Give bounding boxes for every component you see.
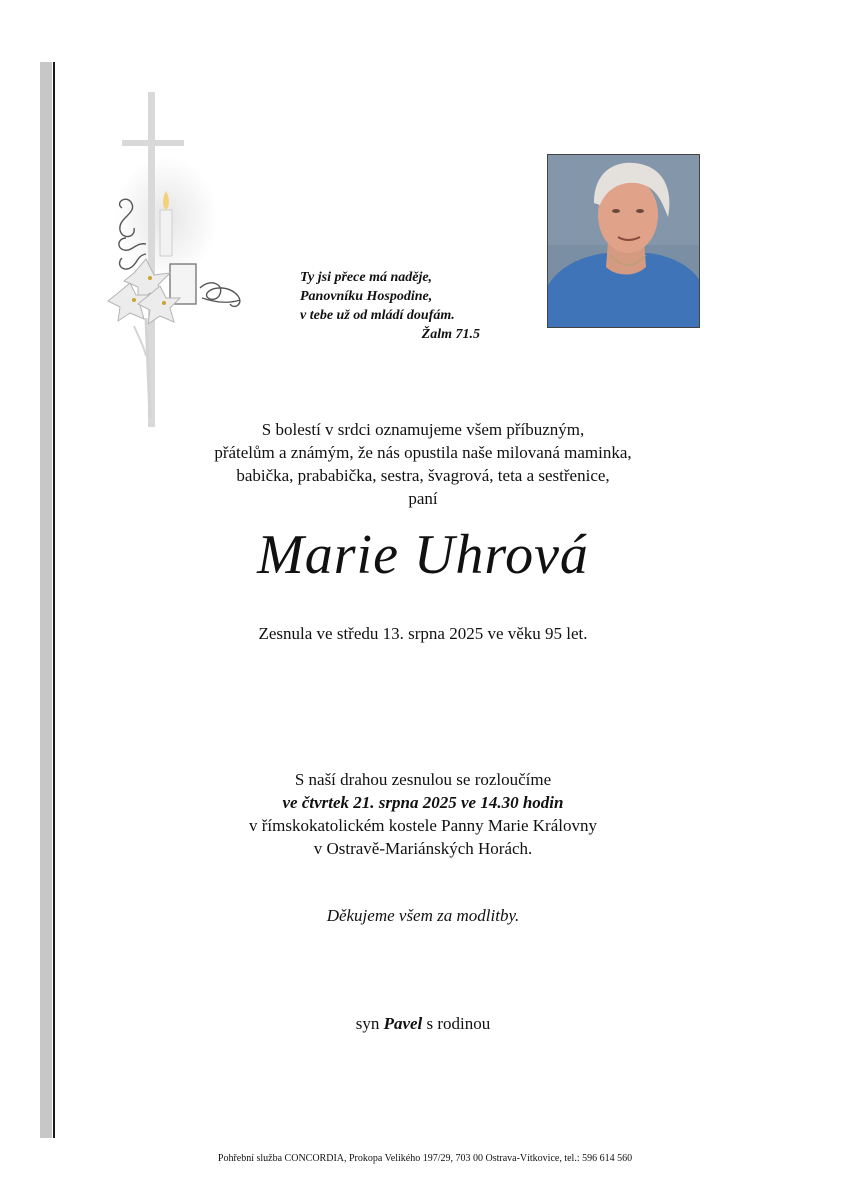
cross-candle-lilies-ornament [104,88,264,433]
death-date-line: Zesnula ve středu 13. srpna 2025 ve věku 95 let. [258,624,588,643]
verse-reference: Žalm 71.5 [421,327,480,342]
verse-line: Panovníku Hospodine, [300,289,433,304]
announcement-text [150,418,696,510]
funeral-datetime: ve čtvrtek 21. srpna 2025 ve 14.30 hodin [282,793,564,812]
signature [100,1012,746,1035]
announcement-line: babička, prababička, sestra, švagrová, teta a sestřenice, [236,466,610,485]
funeral-service-footer: Pohřební služba CONCORDIA, Prokopa Velikého 197/29, 703 00 Ostrava-Vítkovice, tel.: 596 614 560 [217,1153,633,1164]
margin-gray-bar [40,62,52,1138]
announcement-line: paní [408,489,438,508]
signature-prefix: syn [355,1014,380,1033]
portrait-photo [547,154,700,328]
verse-line: Ty jsi přece má naděje, [300,270,433,285]
deceased-name: Marie Uhrová [257,524,589,586]
funeral-city: v Ostravě-Mariánských Horách. [313,839,533,858]
signature-name: Pavel [383,1014,423,1033]
margin-black-line [53,62,55,1138]
funeral-line: S naší drahou zesnulou se rozloučíme [294,770,552,789]
verse-line: v tebe už od mládí doufám. [300,308,455,323]
funeral-info [100,768,746,860]
funeral-place: v římskokatolickém kostele Panny Marie Královny [249,816,597,835]
announcement-line: přátelům a známým, že nás opustila naše milovaná maminka, [214,443,632,462]
announcement-line: S bolestí v srdci oznamujeme všem příbuzným, [261,420,585,439]
portrait-image [548,155,700,328]
psalm-verse [300,268,520,344]
signature-suffix: s rodinou [426,1014,491,1033]
thanks-line: Děkujeme všem za modlitby. [326,906,520,925]
